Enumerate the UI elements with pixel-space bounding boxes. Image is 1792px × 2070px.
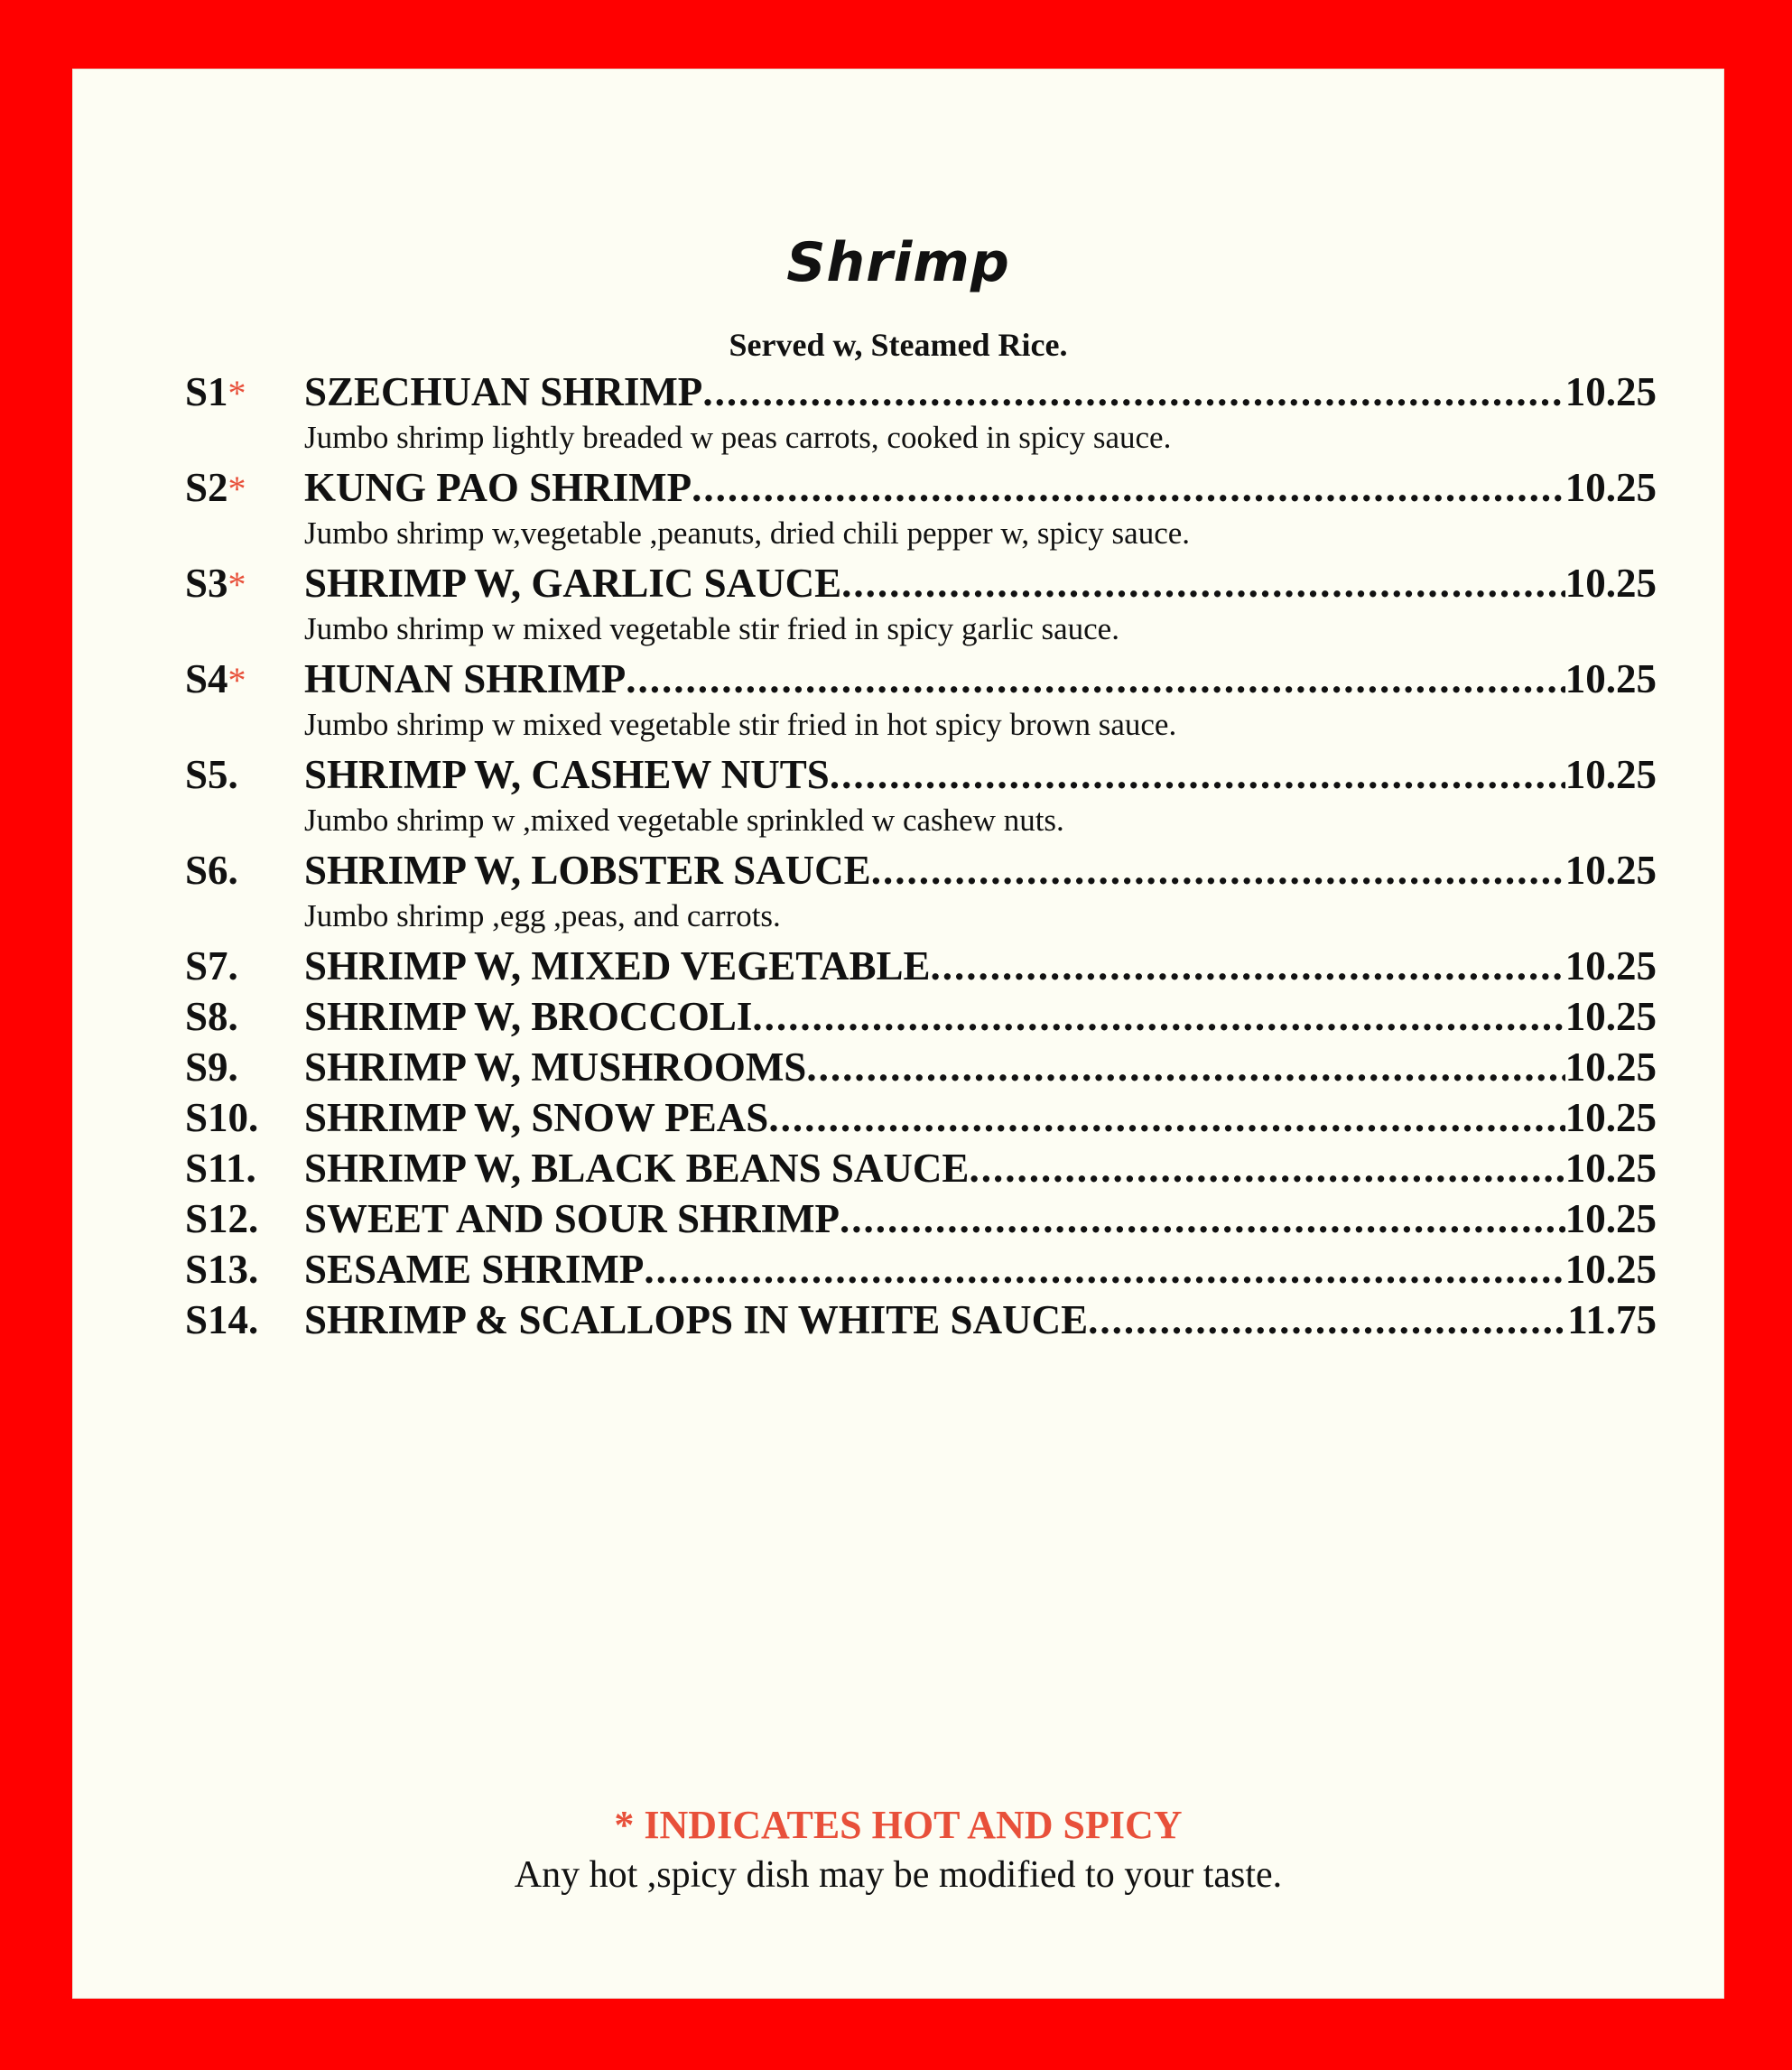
- menu-item: [185, 1193, 1657, 1244]
- menu-item: [185, 991, 1657, 1042]
- item-price: 10.25: [1565, 752, 1657, 797]
- item-price: 10.25: [1565, 465, 1657, 510]
- menu-item-row: [185, 367, 1657, 417]
- dot-leader: [840, 1193, 1565, 1244]
- dot-leader: [626, 654, 1565, 704]
- section-subtitle: Served w, Steamed Rice.: [729, 327, 1068, 363]
- item-name: SESAME SHRIMP: [304, 1247, 645, 1292]
- item-code-text: S2: [185, 465, 228, 510]
- menu-item-row: [185, 749, 1657, 800]
- menu-item-row: [185, 1143, 1657, 1193]
- spicy-star-icon: *: [227, 469, 246, 509]
- item-code: [185, 1143, 304, 1193]
- item-price: 10.25: [1565, 994, 1657, 1039]
- item-description: Jumbo shrimp lightly breaded w peas carrots, cooked in spicy sauce.: [304, 420, 1172, 455]
- menu-item-row: [185, 991, 1657, 1042]
- menu-item: [185, 558, 1657, 654]
- dot-leader: [969, 1143, 1565, 1193]
- spicy-star-icon: *: [227, 564, 246, 605]
- dot-leader: [806, 1042, 1565, 1092]
- item-name: SZECHUAN SHRIMP: [304, 369, 703, 414]
- menu-item: [185, 1244, 1657, 1295]
- item-description: Jumbo shrimp w mixed vegetable stir fried in hot spicy brown sauce.: [304, 707, 1177, 742]
- item-code-text: S9.: [185, 1044, 238, 1090]
- item-name: SHRIMP W, BROCCOLI: [304, 994, 753, 1039]
- menu-item: [185, 654, 1657, 749]
- item-name: SHRIMP W, GARLIC SAUCE: [304, 561, 842, 606]
- menu-item: [185, 367, 1657, 462]
- menu-item-row: [185, 941, 1657, 991]
- menu-item-row: [185, 1295, 1657, 1345]
- item-price: 10.25: [1565, 1044, 1657, 1090]
- item-code: [185, 1092, 304, 1143]
- dot-leader: [931, 941, 1565, 991]
- menu-item: [185, 1295, 1657, 1345]
- item-description: Jumbo shrimp w ,mixed vegetable sprinkled w cashew nuts.: [304, 803, 1064, 838]
- item-code: [185, 654, 304, 706]
- item-price: 10.25: [1565, 1095, 1657, 1140]
- item-code: [185, 1295, 304, 1345]
- spicy-legend: * INDICATES HOT AND SPICY: [614, 1803, 1183, 1847]
- item-name: SHRIMP W, MUSHROOMS: [304, 1044, 807, 1090]
- item-description: Jumbo shrimp w,vegetable ,peanuts, dried chili pepper w, spicy sauce.: [304, 515, 1191, 551]
- item-price: 10.25: [1565, 656, 1657, 701]
- item-price: 10.25: [1565, 1146, 1657, 1191]
- item-name: HUNAN SHRIMP: [304, 656, 627, 701]
- item-name: SHRIMP W, BLACK BEANS SAUCE: [304, 1146, 970, 1191]
- item-code-text: S12.: [185, 1196, 259, 1241]
- item-code: [185, 1042, 304, 1092]
- item-price: 10.25: [1565, 561, 1657, 606]
- item-code: [185, 1193, 304, 1244]
- item-name: SHRIMP & SCALLOPS IN WHITE SAUCE: [304, 1297, 1089, 1342]
- menu-list: [185, 367, 1657, 1345]
- dot-leader: [830, 749, 1565, 800]
- item-name: SHRIMP W, CASHEW NUTS: [304, 752, 830, 797]
- item-code-text: S5.: [185, 752, 238, 797]
- dot-leader: [702, 367, 1565, 417]
- menu-item-row: [185, 845, 1657, 896]
- menu-item-row: [185, 1244, 1657, 1295]
- item-code: [185, 367, 304, 419]
- menu-item-row: [185, 1193, 1657, 1244]
- menu-item: [185, 462, 1657, 558]
- item-code-text: S6.: [185, 848, 238, 893]
- menu-item: [185, 941, 1657, 991]
- item-code-text: S3: [185, 561, 228, 606]
- item-code: [185, 462, 304, 515]
- menu-item: [185, 845, 1657, 941]
- spicy-star-icon: *: [227, 373, 246, 413]
- item-code-text: S10.: [185, 1095, 259, 1140]
- item-code-text: S13.: [185, 1247, 259, 1292]
- item-name: SHRIMP W, MIXED VEGETABLE: [304, 943, 931, 989]
- item-name: SHRIMP W, SNOW PEAS: [304, 1095, 769, 1140]
- item-price: 10.25: [1565, 369, 1657, 414]
- item-price: 10.25: [1565, 848, 1657, 893]
- item-code: [185, 991, 304, 1042]
- menu-page: [72, 69, 1724, 1999]
- menu-item-row: [185, 654, 1657, 704]
- item-price: 10.25: [1565, 943, 1657, 989]
- dot-leader: [644, 1244, 1565, 1295]
- dot-leader: [752, 991, 1565, 1042]
- item-name: SWEET AND SOUR SHRIMP: [304, 1196, 840, 1241]
- item-name: KUNG PAO SHRIMP: [304, 465, 692, 510]
- dot-leader: [1088, 1295, 1567, 1345]
- item-code: [185, 558, 304, 610]
- dot-leader: [692, 462, 1565, 513]
- item-code: [185, 749, 304, 800]
- spicy-note: Any hot ,spicy dish may be modified to your taste.: [514, 1854, 1283, 1896]
- item-code-text: S1: [185, 369, 228, 414]
- item-price: 10.25: [1565, 1247, 1657, 1292]
- spicy-star-icon: *: [227, 660, 246, 701]
- item-code-text: S11.: [185, 1146, 256, 1191]
- dot-leader: [768, 1092, 1565, 1143]
- menu-item-row: [185, 1042, 1657, 1092]
- item-price: 11.75: [1567, 1297, 1657, 1342]
- item-code-text: S7.: [185, 943, 238, 989]
- menu-item-row: [185, 1092, 1657, 1143]
- item-code: [185, 1244, 304, 1295]
- item-description: Jumbo shrimp w mixed vegetable stir fried in spicy garlic sauce.: [304, 611, 1119, 646]
- menu-item: [185, 749, 1657, 845]
- item-price: 10.25: [1565, 1196, 1657, 1241]
- menu-item: [185, 1042, 1657, 1092]
- dot-leader: [871, 845, 1565, 896]
- menu-item: [185, 1092, 1657, 1143]
- item-description: Jumbo shrimp ,egg ,peas, and carrots.: [304, 898, 781, 933]
- dot-leader: [841, 558, 1565, 608]
- item-name: SHRIMP W, LOBSTER SAUCE: [304, 848, 871, 893]
- item-code: [185, 941, 304, 991]
- menu-item-row: [185, 558, 1657, 608]
- item-code: [185, 845, 304, 896]
- menu-item-row: [185, 462, 1657, 513]
- menu-item: [185, 1143, 1657, 1193]
- item-code-text: S8.: [185, 994, 238, 1039]
- section-title: Shrimp: [786, 231, 1010, 294]
- item-code-text: S4: [185, 656, 228, 701]
- item-code-text: S14.: [185, 1297, 259, 1342]
